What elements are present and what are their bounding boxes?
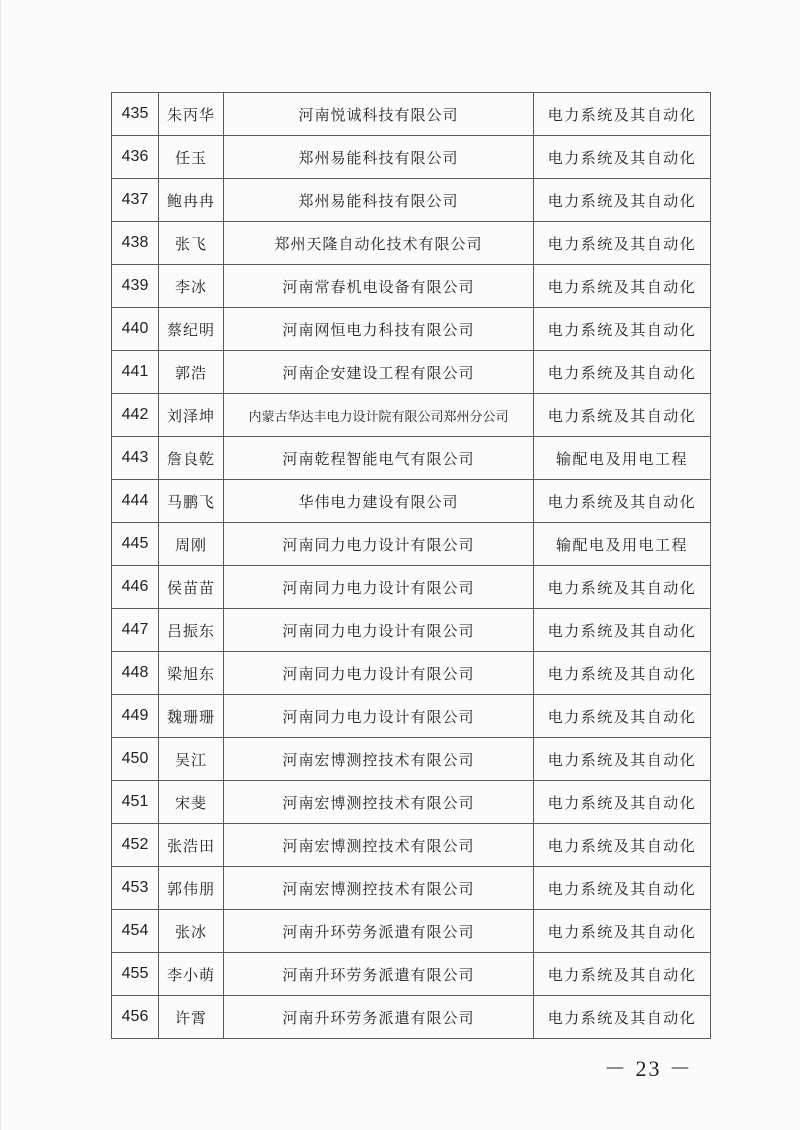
- roster-table: [111, 92, 711, 1039]
- table-row: [112, 867, 711, 910]
- row-number: 437: [112, 179, 159, 222]
- person-name: 梁旭东: [159, 652, 224, 695]
- table-row: [112, 652, 711, 695]
- major-name: 电力系统及其自动化: [534, 738, 711, 781]
- table-row: [112, 437, 711, 480]
- row-number: 450: [112, 738, 159, 781]
- person-name: 周刚: [159, 523, 224, 566]
- row-number: 447: [112, 609, 159, 652]
- company-name: 河南悦诚科技有限公司: [224, 93, 534, 136]
- table-row: [112, 136, 711, 179]
- person-name: 郭伟朋: [159, 867, 224, 910]
- company-name: 内蒙古华达丰电力设计院有限公司郑州分公司: [224, 394, 534, 437]
- company-name: 河南宏博测控技术有限公司: [224, 867, 534, 910]
- row-number: 449: [112, 695, 159, 738]
- row-number: 443: [112, 437, 159, 480]
- major-name: 电力系统及其自动化: [534, 394, 711, 437]
- company-name: 河南同力电力设计有限公司: [224, 523, 534, 566]
- table-row: [112, 308, 711, 351]
- person-name: 鲍冉冉: [159, 179, 224, 222]
- row-number: 445: [112, 523, 159, 566]
- table-row: [112, 695, 711, 738]
- company-name: 河南企安建设工程有限公司: [224, 351, 534, 394]
- company-name: 河南同力电力设计有限公司: [224, 566, 534, 609]
- company-name: 郑州天隆自动化技术有限公司: [224, 222, 534, 265]
- table-row: [112, 265, 711, 308]
- row-number: 435: [112, 93, 159, 136]
- person-name: 吕振东: [159, 609, 224, 652]
- person-name: 侯苗苗: [159, 566, 224, 609]
- table-row: [112, 523, 711, 566]
- person-name: 蔡纪明: [159, 308, 224, 351]
- company-name: 河南网恒电力科技有限公司: [224, 308, 534, 351]
- company-name: 郑州易能科技有限公司: [224, 179, 534, 222]
- major-name: 电力系统及其自动化: [534, 179, 711, 222]
- person-name: 马鹏飞: [159, 480, 224, 523]
- major-name: 电力系统及其自动化: [534, 867, 711, 910]
- row-number: 452: [112, 824, 159, 867]
- table-row: [112, 781, 711, 824]
- company-name: 河南升环劳务派遣有限公司: [224, 910, 534, 953]
- company-name: 河南宏博测控技术有限公司: [224, 824, 534, 867]
- major-name: 电力系统及其自动化: [534, 953, 711, 996]
- major-name: 电力系统及其自动化: [534, 136, 711, 179]
- row-number: 436: [112, 136, 159, 179]
- person-name: 张浩田: [159, 824, 224, 867]
- company-name: 河南宏博测控技术有限公司: [224, 738, 534, 781]
- person-name: 吴江: [159, 738, 224, 781]
- major-name: 电力系统及其自动化: [534, 781, 711, 824]
- major-name: 电力系统及其自动化: [534, 609, 711, 652]
- major-name: 电力系统及其自动化: [534, 308, 711, 351]
- person-name: 任玉: [159, 136, 224, 179]
- row-number: 454: [112, 910, 159, 953]
- major-name: 电力系统及其自动化: [534, 222, 711, 265]
- major-name: 输配电及用电工程: [534, 523, 711, 566]
- major-name: 电力系统及其自动化: [534, 566, 711, 609]
- row-number: 440: [112, 308, 159, 351]
- person-name: 朱丙华: [159, 93, 224, 136]
- table-row: [112, 394, 711, 437]
- major-name: 电力系统及其自动化: [534, 996, 711, 1039]
- row-number: 456: [112, 996, 159, 1039]
- person-name: 张冰: [159, 910, 224, 953]
- major-name: 电力系统及其自动化: [534, 265, 711, 308]
- table-row: [112, 953, 711, 996]
- row-number: 455: [112, 953, 159, 996]
- table-row: [112, 566, 711, 609]
- row-number: 448: [112, 652, 159, 695]
- table-row: [112, 351, 711, 394]
- person-name: 宋斐: [159, 781, 224, 824]
- person-name: 刘泽坤: [159, 394, 224, 437]
- major-name: 电力系统及其自动化: [534, 910, 711, 953]
- person-name: 郭浩: [159, 351, 224, 394]
- table-row: [112, 179, 711, 222]
- company-name: 河南宏博测控技术有限公司: [224, 781, 534, 824]
- table-row: [112, 738, 711, 781]
- major-name: 输配电及用电工程: [534, 437, 711, 480]
- person-name: 詹良乾: [159, 437, 224, 480]
- row-number: 441: [112, 351, 159, 394]
- company-name: 郑州易能科技有限公司: [224, 136, 534, 179]
- person-name: 李冰: [159, 265, 224, 308]
- row-number: 446: [112, 566, 159, 609]
- company-name: 河南常春机电设备有限公司: [224, 265, 534, 308]
- row-number: 439: [112, 265, 159, 308]
- company-name: 河南乾程智能电气有限公司: [224, 437, 534, 480]
- table-row: [112, 93, 711, 136]
- company-name: 河南同力电力设计有限公司: [224, 609, 534, 652]
- person-name: 魏珊珊: [159, 695, 224, 738]
- major-name: 电力系统及其自动化: [534, 351, 711, 394]
- table-row: [112, 996, 711, 1039]
- company-name: 河南同力电力设计有限公司: [224, 695, 534, 738]
- person-name: 李小萌: [159, 953, 224, 996]
- company-name: 华伟电力建设有限公司: [224, 480, 534, 523]
- company-name: 河南同力电力设计有限公司: [224, 652, 534, 695]
- row-number: 438: [112, 222, 159, 265]
- person-name: 许霄: [159, 996, 224, 1039]
- row-number: 451: [112, 781, 159, 824]
- page-number: － 23 －: [604, 1056, 694, 1081]
- table-row: [112, 824, 711, 867]
- company-name: 河南升环劳务派遣有限公司: [224, 953, 534, 996]
- row-number: 442: [112, 394, 159, 437]
- person-name: 张飞: [159, 222, 224, 265]
- major-name: 电力系统及其自动化: [534, 695, 711, 738]
- row-number: 453: [112, 867, 159, 910]
- table-row: [112, 609, 711, 652]
- row-number: 444: [112, 480, 159, 523]
- table-row: [112, 222, 711, 265]
- company-name: 河南升环劳务派遣有限公司: [224, 996, 534, 1039]
- roster-body: [112, 93, 711, 1039]
- major-name: 电力系统及其自动化: [534, 93, 711, 136]
- table-row: [112, 480, 711, 523]
- table-row: [112, 910, 711, 953]
- major-name: 电力系统及其自动化: [534, 480, 711, 523]
- major-name: 电力系统及其自动化: [534, 824, 711, 867]
- major-name: 电力系统及其自动化: [534, 652, 711, 695]
